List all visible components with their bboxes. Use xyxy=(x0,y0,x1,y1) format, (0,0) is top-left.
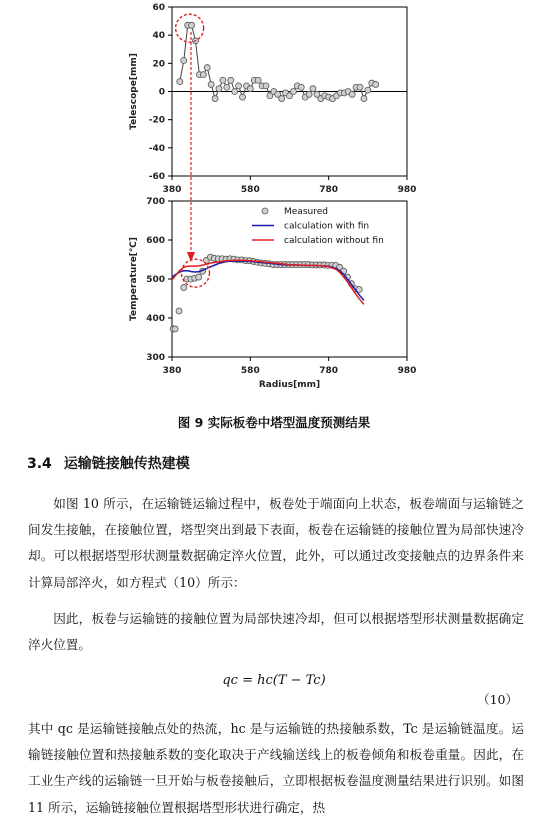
y-tick-label: 500 xyxy=(146,275,165,285)
data-point xyxy=(181,285,187,291)
figure-caption: 图 9 实际板卷中塔型温度预测结果 xyxy=(177,415,371,430)
paragraph-1: 如图 10 所示，在运输链运输过程中，板卷处于端面向上状态，板卷端面与运输链之间发生接触，在接触位置，塔型突出到最下表面，板卷在运输链的接触位置为局部快速冷却。可以根据塔型形状测量数据确定淬火位置，此外，可以通过改变接触点的边界条件来计算局部淬火，如方程式（10）所示： xyxy=(28,496,524,590)
y-tick-label: 20 xyxy=(152,59,165,70)
y-axis-label: Temperature[℃] xyxy=(129,237,139,321)
data-point xyxy=(200,72,206,78)
data-point xyxy=(172,326,178,332)
data-point xyxy=(298,84,304,90)
x-axis-label: Radius[mm] xyxy=(258,380,321,390)
data-point xyxy=(224,84,230,90)
legend-label-1: calculation with fin xyxy=(284,221,370,232)
y-tick-label: 300 xyxy=(146,353,165,363)
data-point xyxy=(216,86,222,92)
data-point xyxy=(236,83,242,89)
paragraph-3: 其中 qc 是运输链接触点处的热流，hc 是与运输链的热接触系数，Tc 是运输链温度。运输链接触位置和热接触系数的变化取决于产线输送线上的板卷倾角和板卷重量。因此，在工业生产线的运输链一旦开始与板卷接触后，立即根据板卷温度测量结果进行识别。如图 11 所示，运输链接触位置根据塔型形状进行确定，热 xyxy=(28,721,524,815)
x-tick-label: 380 xyxy=(162,366,182,376)
legend-label-2: calculation without fin xyxy=(284,236,384,246)
y-axis-label: Telescope[mm] xyxy=(129,53,139,130)
y-tick-label: -40 xyxy=(148,143,165,154)
y-tick-label: 40 xyxy=(152,31,165,42)
x-tick-label: 780 xyxy=(319,185,339,195)
y-tick-label: -20 xyxy=(148,115,165,126)
section-number: 3.4 xyxy=(27,456,52,472)
data-point xyxy=(181,58,187,64)
telescope-chart xyxy=(129,3,416,195)
data-point xyxy=(177,79,183,85)
data-point xyxy=(240,94,246,100)
x-tick-label: 380 xyxy=(162,185,182,195)
data-point xyxy=(176,308,182,314)
y-tick-label: 0 xyxy=(158,87,165,98)
data-point xyxy=(255,77,261,83)
y-tick-label: 700 xyxy=(146,197,165,207)
y-tick-label: -60 xyxy=(148,172,165,182)
data-point xyxy=(310,86,316,92)
x-tick-label: 980 xyxy=(397,366,417,376)
y-tick-label: 60 xyxy=(152,3,165,13)
temperature-chart xyxy=(129,197,416,390)
data-point xyxy=(279,96,285,102)
data-point xyxy=(208,81,214,87)
data-point xyxy=(365,87,371,93)
x-tick-label: 580 xyxy=(240,366,260,376)
data-point xyxy=(349,91,355,97)
section-title: 运输链接触传热建模 xyxy=(63,456,190,472)
section-heading xyxy=(27,453,190,473)
data-point xyxy=(232,89,238,95)
legend-label-0: Measured xyxy=(284,207,328,217)
data-point xyxy=(204,65,210,71)
data-point xyxy=(247,86,253,92)
equation-10: qc = hc(T − Tc) xyxy=(222,673,326,688)
data-point xyxy=(306,91,312,97)
x-tick-label: 580 xyxy=(240,185,260,195)
paragraph-2: 因此，板卷与运输链的接触位置为局部快速冷却，但可以根据塔型形状测量数据确定淬火位置。 xyxy=(28,611,524,653)
equation-number: （10） xyxy=(477,692,518,707)
data-point xyxy=(196,274,202,280)
data-point xyxy=(357,84,363,90)
data-point xyxy=(290,89,296,95)
figure-9 xyxy=(0,0,548,400)
x-tick-label: 780 xyxy=(319,366,339,376)
data-point xyxy=(189,22,195,28)
data-point xyxy=(373,81,379,87)
data-point xyxy=(263,83,269,89)
x-tick-label: 980 xyxy=(397,185,417,195)
data-point xyxy=(220,77,226,83)
y-tick-label: 600 xyxy=(146,236,165,246)
data-point xyxy=(228,77,234,83)
data-point xyxy=(361,96,367,102)
data-point xyxy=(212,96,218,102)
legend-swatch-0 xyxy=(262,208,268,214)
y-tick-label: 400 xyxy=(146,314,165,324)
